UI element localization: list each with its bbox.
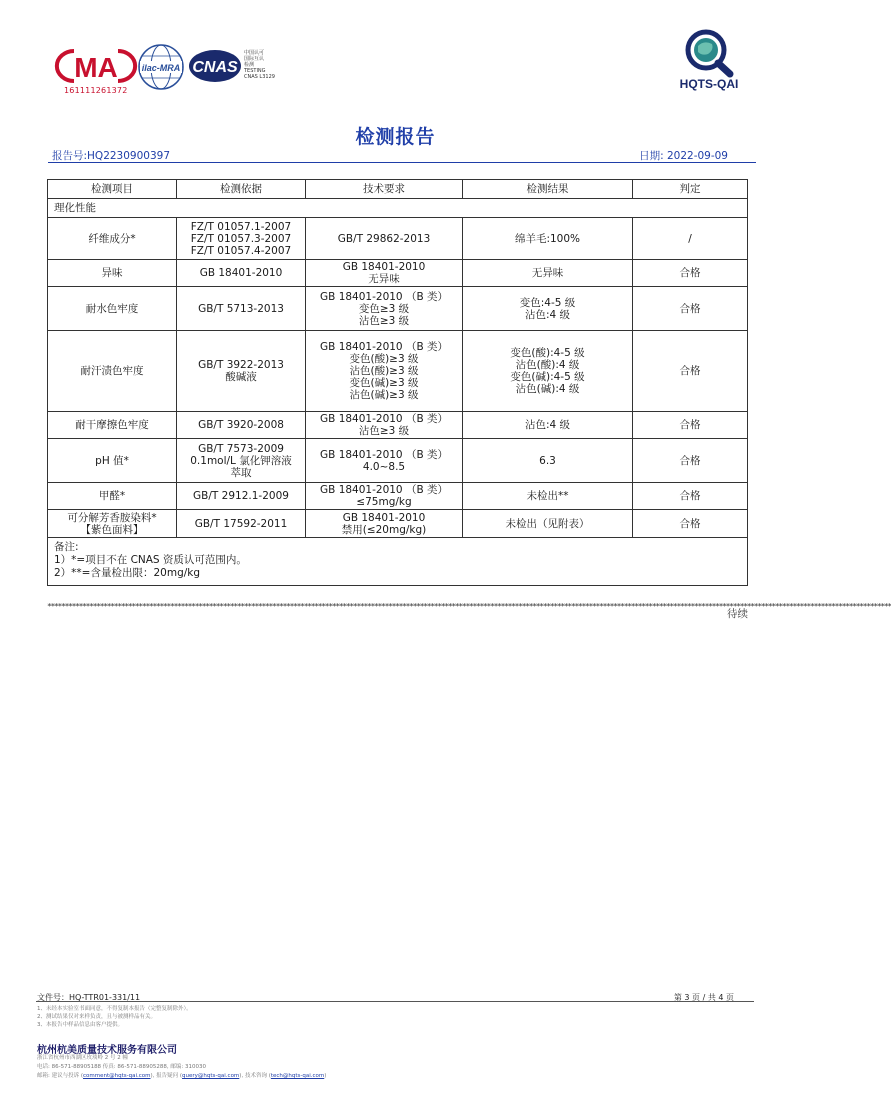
cell-test-method-line: FZ/T 01057.4-2007: [190, 244, 292, 257]
header-requirement: 技术要求: [306, 180, 463, 199]
cell-result: [463, 412, 633, 439]
cell-requirement: [306, 260, 463, 287]
table-row: [48, 218, 748, 260]
test-results-table: [47, 179, 748, 586]
cell-test-method-line: FZ/T 01057.1-2007: [190, 220, 292, 233]
cell-result-line: 未检出（见附表）: [505, 517, 590, 530]
cell-result-line: 沾色(碱):4 级: [515, 383, 580, 395]
cell-result-line: 沾色(酸):4 级: [515, 359, 580, 371]
magnifier-globe-icon: [664, 26, 754, 92]
page-number: 第 3 页 / 共 4 页: [673, 993, 734, 1002]
cell-requirement-line: 变色(碱)≥3 级: [349, 377, 419, 389]
cell-result-line: 变色:4-5 级: [519, 296, 576, 309]
header-judgement: 判定: [633, 180, 748, 199]
table-row: [48, 287, 748, 331]
cell-requirement: [306, 287, 463, 331]
disclaimer-list: [37, 1005, 192, 1029]
complaint-email-link[interactable]: comment@hqts-qai.com: [83, 1073, 151, 1079]
company-address: 浙江省杭州市西湖区玫琰岭 2 号 2 幢: [37, 1055, 128, 1061]
continued-label: 待续: [727, 608, 748, 620]
cell-test-method-line: 酸碱液: [225, 371, 257, 383]
section-row: [48, 199, 748, 218]
cnas-mark-icon: [188, 48, 292, 84]
cell-test-item-line: 【紫色面料】: [80, 523, 144, 536]
ilac-mra-logo: [136, 42, 186, 92]
table-row: [48, 510, 748, 538]
cell-requirement-line: GB 18401-2010: [342, 511, 426, 524]
file-number: 文件号：HQ-TTR01-331/11: [37, 993, 141, 1002]
email-label: 邮箱: 建议与投诉 (: [37, 1073, 83, 1079]
svg-text:国际互认: 国际互认: [244, 56, 265, 62]
cell-judgement: 合格: [633, 439, 748, 483]
cell-judgement: /: [633, 218, 748, 260]
cma-logo: [64, 48, 128, 95]
cell-test-method: [177, 260, 306, 287]
svg-text:HQTS-QAI: HQTS-QAI: [679, 77, 739, 91]
cell-result: [463, 510, 633, 538]
cell-test-method-line: GB/T 2912.1-2009: [193, 490, 289, 502]
table-row: [48, 260, 748, 287]
cell-test-method: [177, 510, 306, 538]
cell-requirement: [306, 439, 463, 483]
cell-test-method-line: GB/T 5713-2013: [198, 302, 284, 315]
cell-result: [463, 439, 633, 483]
cell-test-method: [177, 483, 306, 510]
table-row: [48, 331, 748, 412]
cell-requirement: [306, 218, 463, 260]
cell-test-method-line: GB/T 3922-2013: [198, 359, 284, 371]
table-row: [48, 483, 748, 510]
cell-requirement-line: GB 18401-2010 （B 类）: [320, 413, 448, 425]
cell-result-line: 绵羊毛:100%: [514, 232, 581, 245]
cell-test-method: [177, 439, 306, 483]
cell-requirement-line: GB 18401-2010 （B 类）: [320, 341, 448, 353]
cell-test-item-line: pH 值*: [95, 454, 129, 467]
cell-test-method-line: GB/T 7573-2009: [198, 442, 284, 455]
table-row: [48, 412, 748, 439]
cell-requirement-line: GB 18401-2010 （B 类）: [320, 484, 448, 496]
svg-text:中国认可: 中国认可: [244, 50, 265, 56]
company-name: 杭州杭美质量技术服务有限公司: [37, 1045, 177, 1056]
cell-test-item: [48, 287, 177, 331]
disclaimer-item: 1、未经本实验室书面同意，不得复制本报告（完整复制除外）。: [37, 1006, 192, 1012]
cell-test-method-line: GB 18401-2010: [199, 267, 283, 279]
cell-test-item-line: 可分解芳香胺染料*: [67, 511, 157, 524]
cell-judgement: 合格: [633, 510, 748, 538]
cell-test-method: [177, 412, 306, 439]
svg-text:MA: MA: [74, 52, 118, 83]
cell-result-line: 沾色:4 级: [524, 419, 571, 431]
cell-test-method: [177, 218, 306, 260]
cell-test-method: [177, 331, 306, 412]
cell-result: [463, 218, 633, 260]
cell-judgement: 合格: [633, 483, 748, 510]
cell-test-item: [48, 483, 177, 510]
cell-result-line: 变色(碱):4-5 级: [510, 371, 585, 383]
cell-test-method-line: GB/T 3920-2008: [198, 419, 284, 431]
cell-result: [463, 287, 633, 331]
cell-judgement: 合格: [633, 287, 748, 331]
cell-test-method-line: FZ/T 01057.3-2007: [190, 232, 292, 245]
remarks-cell: [48, 538, 748, 586]
cell-result: [463, 260, 633, 287]
cell-judgement: 合格: [633, 412, 748, 439]
cell-requirement-line: GB 18401-2010 （B 类）: [320, 448, 448, 461]
ilac-globe-icon: [136, 42, 186, 92]
cell-result-line: 变色(酸):4-5 级: [510, 347, 585, 359]
cell-requirement-line: 沾色(碱)≥3 级: [349, 389, 419, 401]
header-divider: [48, 162, 756, 163]
cell-test-item-line: 耐干摩擦色牢度: [75, 419, 149, 431]
cell-test-method-line: 0.1mol/L 氯化钾溶液: [190, 454, 292, 467]
section-title: 理化性能: [48, 199, 748, 218]
svg-text:ilac-MRA: ilac-MRA: [141, 63, 181, 73]
report-title: 检测报告: [355, 126, 436, 148]
remark-line: 2）**=含量检出限：20mg/kg: [54, 567, 201, 579]
remark-line: 1）*=项目不在 CNAS 资质认可范围内。: [54, 554, 247, 566]
cell-requirement-line: 沾色(酸)≥3 级: [349, 365, 419, 377]
cell-test-method-line: GB/T 17592-2011: [194, 517, 288, 530]
notes-row: [48, 538, 748, 586]
disclaimer-item: 2、测试结果仅对来样负责，且与被测样品有关。: [37, 1014, 157, 1020]
cell-result-line: 无异味: [531, 267, 564, 279]
cell-requirement-line: 沾色≥3 级: [358, 314, 410, 327]
cell-test-item: [48, 412, 177, 439]
svg-text:CNAS L3129: CNAS L3129: [244, 74, 275, 80]
cell-test-item-line: 异味: [101, 267, 123, 279]
cell-result-line: 未检出**: [526, 490, 569, 502]
svg-text:CNAS: CNAS: [192, 59, 238, 76]
cell-test-item: [48, 218, 177, 260]
header-test-method: 检测依据: [177, 180, 306, 199]
cma-number: 161111261372: [64, 86, 128, 95]
cma-mark-icon: [64, 48, 128, 84]
footer-divider: [36, 1001, 754, 1002]
cell-requirement: [306, 483, 463, 510]
cell-requirement-line: GB/T 29862-2013: [337, 232, 431, 245]
cnas-logo: [188, 48, 292, 84]
cell-requirement-line: 4.0~8.5: [362, 460, 406, 473]
company-phone: 电话: 86-571-88905188 传真: 86-571-88905288, 邮编: 310030: [37, 1064, 206, 1070]
disclaimer-item: 3、本报告中样品信息由客户提供。: [37, 1022, 124, 1028]
report-date: 日期: 2022-09-09: [639, 150, 728, 162]
cell-requirement: [306, 412, 463, 439]
cell-test-item: [48, 260, 177, 287]
email-label: ), 技术咨询 (: [239, 1073, 271, 1079]
cell-requirement-line: 沾色≥3 级: [358, 425, 410, 437]
cell-judgement: 合格: [633, 260, 748, 287]
cell-test-item-line: 纤维成分*: [88, 232, 136, 245]
table-row: [48, 439, 748, 483]
cell-test-item-line: 甲醛*: [98, 490, 126, 502]
cell-requirement-line: GB 18401-2010 （B 类）: [320, 290, 448, 303]
cell-test-item: [48, 331, 177, 412]
svg-text:TESTING: TESTING: [244, 68, 266, 74]
cell-requirement-line: ≤75mg/kg: [356, 496, 412, 508]
cell-test-item-line: 耐汗渍色牢度: [80, 365, 144, 377]
contact-block: [37, 1054, 326, 1081]
cell-result: [463, 483, 633, 510]
cell-requirement: [306, 331, 463, 412]
cell-requirement: [306, 510, 463, 538]
email-label: ): [324, 1073, 327, 1079]
cell-test-item-line: 耐水色牢度: [85, 302, 139, 315]
cell-requirement-line: GB 18401-2010: [342, 261, 426, 273]
cell-requirement-line: 无异味: [368, 273, 400, 285]
cell-test-item: [48, 439, 177, 483]
tech-email-link[interactable]: tech@hqts-qai.com: [270, 1073, 325, 1079]
hqts-qai-logo: [664, 26, 754, 92]
report-number: 报告号:HQ2230900397: [52, 150, 171, 162]
svg-text:检测: 检测: [244, 62, 255, 68]
header-test-item: 检测项目: [48, 180, 177, 199]
cell-requirement-line: 变色≥3 级: [358, 302, 410, 315]
cell-judgement: 合格: [633, 331, 748, 412]
company-emails: [37, 1072, 326, 1081]
header-result: 检测结果: [463, 180, 633, 199]
end-marker-line: ************************************************************************************************************************************************************************************************************************************************: [47, 602, 891, 611]
cell-requirement-line: 禁用(≤20mg/kg): [341, 523, 427, 536]
query-email-link[interactable]: query@hqts-qai.com: [182, 1073, 240, 1079]
cell-test-method-line: 萃取: [230, 466, 252, 479]
cell-test-method: [177, 287, 306, 331]
cell-test-item: [48, 510, 177, 538]
cell-requirement-line: 变色(酸)≥3 级: [349, 353, 419, 365]
table-header-row: [48, 180, 748, 199]
remark-line: 备注:: [54, 541, 79, 553]
cell-result-line: 沾色:4 级: [524, 308, 571, 321]
cell-result-line: 6.3: [539, 454, 556, 467]
cell-result: [463, 331, 633, 412]
email-label: ), 报告疑问 (: [150, 1073, 183, 1079]
